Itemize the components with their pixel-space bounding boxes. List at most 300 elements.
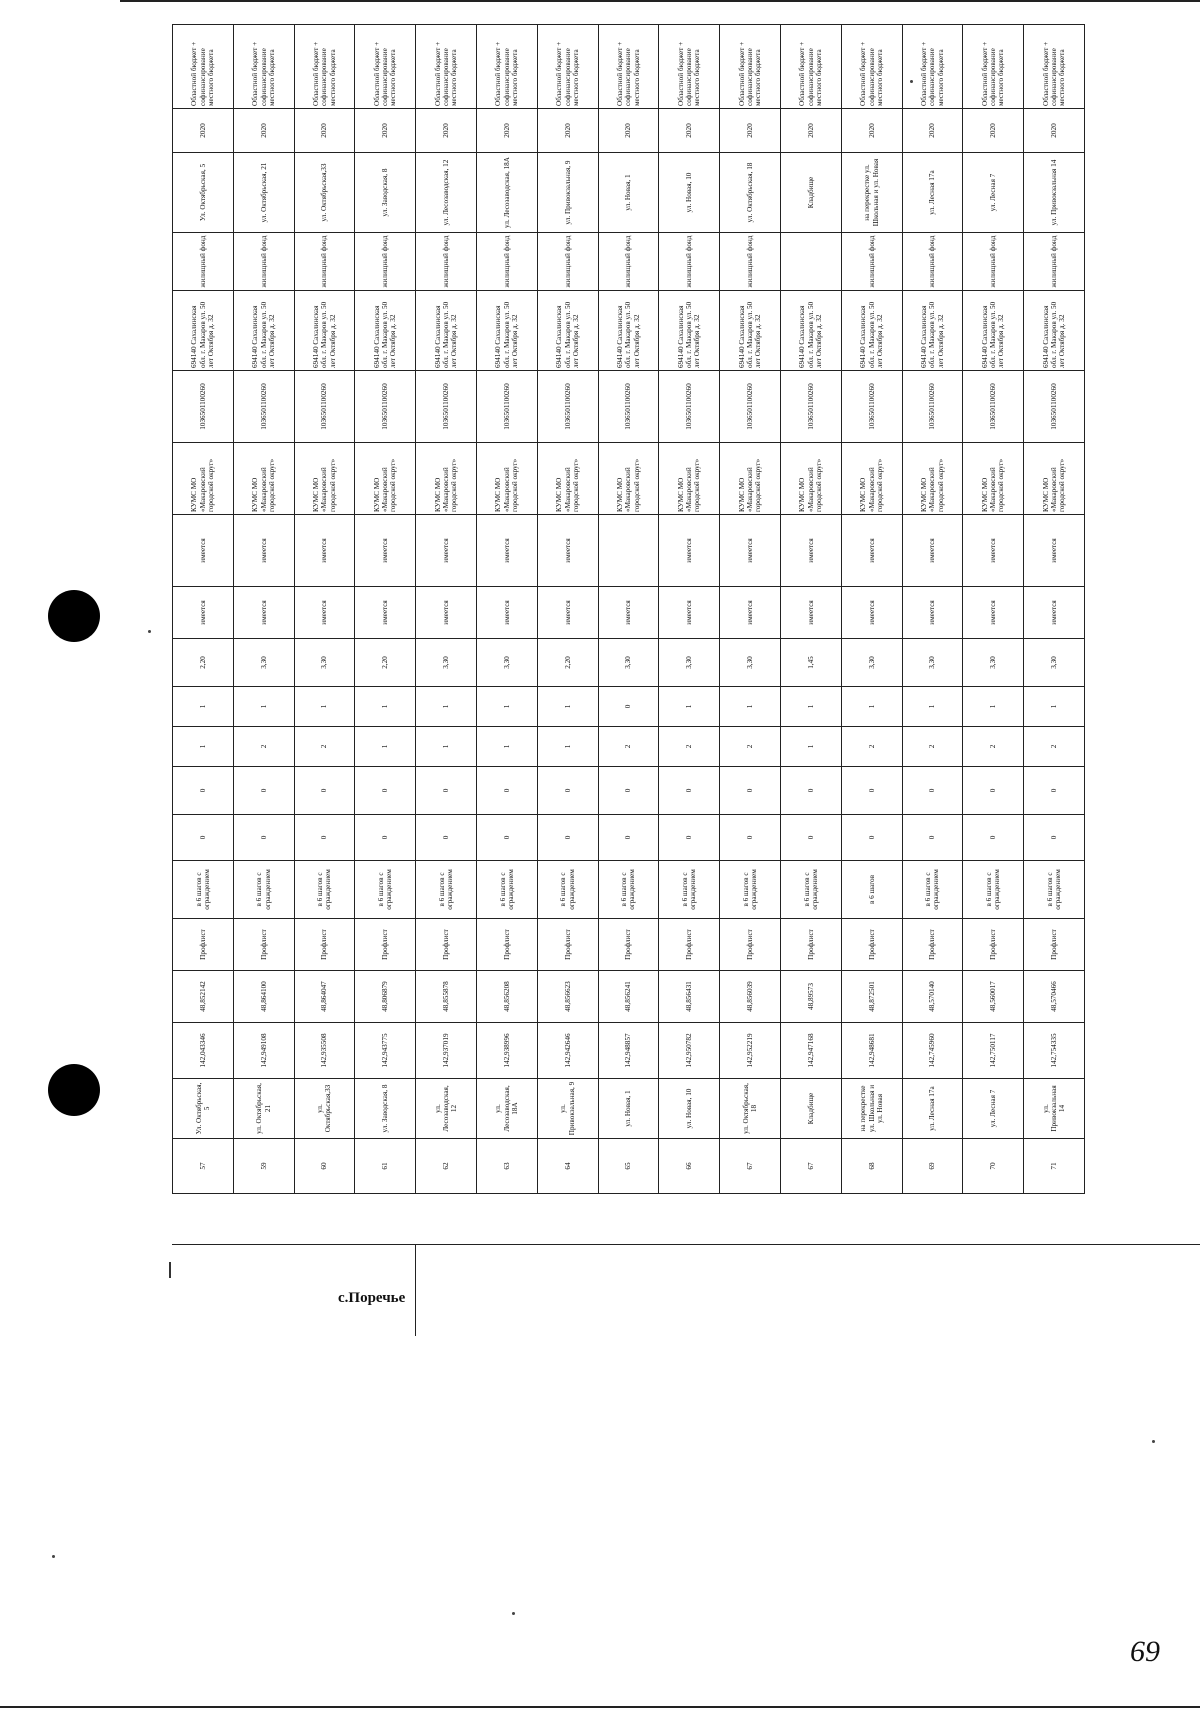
table-cell-address: на перекрестке ул. Школьная и ул. Новая [841, 1079, 902, 1139]
table-cell-n: 70 [963, 1139, 1024, 1194]
table-cell-budget: Областной бюджет + софинансирование местного бюджета [598, 25, 659, 109]
lower-block-top [172, 1244, 1200, 1245]
table-cell-c3: 2 [1024, 727, 1085, 767]
table-cell-addr2: 694140 Сахалинская обл. г. Макаров ул. 50 лет Октября д. 32 [963, 291, 1024, 371]
table-cell-c3: 2 [294, 727, 355, 767]
table-cell-place: ул. Лесозаводская, 18А [476, 153, 537, 233]
table-cell-area: 3,30 [476, 639, 537, 687]
table-cell-lat: 142,948857 [598, 1023, 659, 1079]
table-cell-addr2: 694140 Сахалинская обл. г. Макаров ул. 50 лет Октября д. 32 [476, 291, 537, 371]
table-cell-ogrn: 1036501100260 [233, 371, 294, 443]
table-cell-f2: имеется [1024, 515, 1085, 587]
table-cell-lon: 48,856208 [476, 971, 537, 1023]
table-cell-n: 59 [233, 1139, 294, 1194]
lower-divider [415, 1244, 416, 1336]
table-cell-area: 2,20 [537, 639, 598, 687]
table-cell-ogrn: 1036501100260 [598, 371, 659, 443]
table-cell-area: 3,30 [963, 639, 1024, 687]
table-cell-address: Кладбище [780, 1079, 841, 1139]
table-cell-addr2: 694140 Сахалинская обл. г. Макаров ул. 50 лет Октября д. 32 [659, 291, 720, 371]
table-cell-c1: 0 [720, 815, 781, 861]
table-cell-area: 2,20 [355, 639, 416, 687]
table-cell-address: ул. Октябрьская,33 [294, 1079, 355, 1139]
table-cell-cover: Профлист [902, 919, 963, 971]
table-cell-note: в 6 шагов с ограждением [294, 861, 355, 919]
table-cell-addr2: 694140 Сахалинская обл. г. Макаров ул. 50 лет Октября д. 32 [902, 291, 963, 371]
table-cell-n: 64 [537, 1139, 598, 1194]
table-cell-c4: 1 [173, 687, 234, 727]
table-cell-f2: имеется [963, 515, 1024, 587]
top-scan-edge [120, 0, 1200, 2]
table-cell-owner: КУМС МО «Макаровский городской округ» [355, 443, 416, 515]
table-cell-n: 65 [598, 1139, 659, 1194]
table-cell-lat: 142,949108 [233, 1023, 294, 1079]
table-row [173, 25, 234, 1194]
table-cell-n: 61 [355, 1139, 416, 1194]
table-cell-src: жилищный фонд [233, 233, 294, 291]
table-cell-n: 69 [902, 1139, 963, 1194]
table-cell-lon: 48,856039 [720, 971, 781, 1023]
table-cell-cover: Профлист [294, 919, 355, 971]
table-cell-owner: КУМС МО «Макаровский городской округ» [173, 443, 234, 515]
settlement-label: с.Поречье [338, 1290, 406, 1306]
table-row [780, 25, 841, 1194]
table-cell-note: в 6 шагов с ограждением [902, 861, 963, 919]
table-cell-address: ул. Октябрьская, 18 [720, 1079, 781, 1139]
table-cell-c2: 0 [173, 767, 234, 815]
table-cell-budget: Областной бюджет + софинансирование местного бюджета [902, 25, 963, 109]
table-cell-note: в 6 шагов с ограждением [233, 861, 294, 919]
table-cell-budget: Областной бюджет + софинансирование местного бюджета [233, 25, 294, 109]
table-cell-c1: 0 [902, 815, 963, 861]
table-cell-c4: 1 [780, 687, 841, 727]
table-row [476, 25, 537, 1194]
table-cell-f2: имеется [902, 515, 963, 587]
table-cell-f2: имеется [841, 515, 902, 587]
table-cell-budget: Областной бюджет + софинансирование местного бюджета [659, 25, 720, 109]
table-cell-c2: 0 [416, 767, 477, 815]
table-cell-note: в 6 шагов с ограждением [537, 861, 598, 919]
table-cell-lon: 48,570140 [902, 971, 963, 1023]
table-cell-cover: Профлист [416, 919, 477, 971]
table-cell-c2: 0 [476, 767, 537, 815]
table-cell-f1: имеется [355, 587, 416, 639]
table-cell-c4: 1 [416, 687, 477, 727]
table-cell-note: в 6 шагов с ограждением [780, 861, 841, 919]
table-cell-owner: КУМС МО «Макаровский городской округ» [294, 443, 355, 515]
table-cell-f2: имеется [537, 515, 598, 587]
table-cell-ogrn: 1036501100260 [476, 371, 537, 443]
table-cell-lon: 48,855878 [416, 971, 477, 1023]
scan-speck [1152, 1440, 1155, 1443]
table-cell-lat: 142,947168 [780, 1023, 841, 1079]
table-cell-address: ул. Привокзальная, 9 [537, 1079, 598, 1139]
table-row [294, 25, 355, 1194]
table-cell-lon: 48,856241 [598, 971, 659, 1023]
table-cell-c2: 0 [780, 767, 841, 815]
table-cell-c4: 1 [902, 687, 963, 727]
table-cell-f1: имеется [294, 587, 355, 639]
table-cell-year: 2020 [173, 109, 234, 153]
table-cell-ogrn: 1036501100260 [537, 371, 598, 443]
table-cell-lat: 142,943775 [355, 1023, 416, 1079]
table-cell-owner: КУМС МО «Макаровский городской округ» [1024, 443, 1085, 515]
table-cell-f1: имеется [173, 587, 234, 639]
table-cell-lon: 48,864100 [233, 971, 294, 1023]
table-cell-budget: Областной бюджет + софинансирование местного бюджета [416, 25, 477, 109]
table-cell-f2: имеется [355, 515, 416, 587]
table-cell-place: на перекрестке ул. Школьная и ул. Новая [841, 153, 902, 233]
table-cell-area: 3,30 [294, 639, 355, 687]
table-cell-area: 3,30 [1024, 639, 1085, 687]
table-cell-lat: 142,942646 [537, 1023, 598, 1079]
table-cell-lon: 48,560017 [963, 971, 1024, 1023]
table-cell-c1: 0 [355, 815, 416, 861]
table-cell-owner: КУМС МО «Макаровский городской округ» [537, 443, 598, 515]
table-cell-addr2: 694140 Сахалинская обл. г. Макаров ул. 50 лет Октября д. 32 [1024, 291, 1085, 371]
table-cell-c1: 0 [173, 815, 234, 861]
table-cell-budget: Областной бюджет + софинансирование местного бюджета [294, 25, 355, 109]
table-cell-c3: 1 [780, 727, 841, 767]
table-cell-c4: 1 [1024, 687, 1085, 727]
table-cell-area: 3,30 [598, 639, 659, 687]
table-cell-c2: 0 [841, 767, 902, 815]
table-cell-cover: Профлист [659, 919, 720, 971]
table-cell-note: в 6 шагов с ограждением [355, 861, 416, 919]
table-cell-n: 62 [416, 1139, 477, 1194]
table-cell-lon: 48,856431 [659, 971, 720, 1023]
table-cell-lon: 48,570466 [1024, 971, 1085, 1023]
table-cell-place: Кладбище [780, 153, 841, 233]
table-cell-address: ул. Привокзальная 14 [1024, 1079, 1085, 1139]
table-cell-f1: имеется [1024, 587, 1085, 639]
table-cell-src: жилищный фонд [294, 233, 355, 291]
table-cell-budget: Областной бюджет + софинансирование местного бюджета [841, 25, 902, 109]
table-cell-c3: 2 [598, 727, 659, 767]
table-cell-place: ул. Октябрьская, 18 [720, 153, 781, 233]
table-cell-src [780, 233, 841, 291]
table-cell-lat: 142,938996 [476, 1023, 537, 1079]
table-cell-c4: 0 [598, 687, 659, 727]
table-cell-addr2: 694140 Сахалинская обл. г. Макаров ул. 50 лет Октября д. 32 [598, 291, 659, 371]
table-cell-c4: 1 [963, 687, 1024, 727]
table-cell-n: 68 [841, 1139, 902, 1194]
table-cell-cover: Профлист [963, 919, 1024, 971]
table-cell-lat: 142,950782 [659, 1023, 720, 1079]
table-cell-note: в 6 шагов с ограждением [720, 861, 781, 919]
table-cell-c1: 0 [841, 815, 902, 861]
table-cell-budget: Областной бюджет + софинансирование местного бюджета [537, 25, 598, 109]
table-cell-ogrn: 1036501100260 [1024, 371, 1085, 443]
table-cell-cover: Профлист [173, 919, 234, 971]
table-cell-ogrn: 1036501100260 [963, 371, 1024, 443]
table-cell-cover: Профлист [841, 919, 902, 971]
table-cell-c4: 1 [720, 687, 781, 727]
table-cell-addr2: 694140 Сахалинская обл. г. Макаров ул. 50 лет Октября д. 32 [355, 291, 416, 371]
table-cell-lon: 48,864047 [294, 971, 355, 1023]
table-cell-owner: КУМС МО «Макаровский городской округ» [963, 443, 1024, 515]
table-cell-area: 3,30 [841, 639, 902, 687]
table-cell-c1: 0 [598, 815, 659, 861]
table-cell-c1: 0 [416, 815, 477, 861]
table-cell-c1: 0 [476, 815, 537, 861]
table-cell-src: жилищный фонд [720, 233, 781, 291]
table-cell-src: жилищный фонд [659, 233, 720, 291]
table-cell-lon: 48,872501 [841, 971, 902, 1023]
table-row [963, 25, 1024, 1194]
table-cell-f2: имеется [780, 515, 841, 587]
table-cell-n: 71 [1024, 1139, 1085, 1194]
table-cell-c4: 1 [537, 687, 598, 727]
table-cell-f1: имеется [963, 587, 1024, 639]
table-cell-n: 63 [476, 1139, 537, 1194]
table-cell-cover: Профлист [476, 919, 537, 971]
table-cell-year: 2020 [355, 109, 416, 153]
table-cell-c1: 0 [537, 815, 598, 861]
table-cell-c3: 1 [355, 727, 416, 767]
table-cell-c2: 0 [233, 767, 294, 815]
table-cell-n: 67 [780, 1139, 841, 1194]
table-cell-ogrn: 1036501100260 [173, 371, 234, 443]
table-cell-src: жилищный фонд [416, 233, 477, 291]
table-cell-f1: имеется [780, 587, 841, 639]
table-cell-area: 3,30 [659, 639, 720, 687]
table-cell-ogrn: 1036501100260 [841, 371, 902, 443]
table-cell-c1: 0 [780, 815, 841, 861]
table-cell-c4: 1 [355, 687, 416, 727]
table-cell-year: 2020 [902, 109, 963, 153]
table-cell-place: ул. Новая, 10 [659, 153, 720, 233]
table-row [659, 25, 720, 1194]
table-cell-budget: Областной бюджет + софинансирование местного бюджета [1024, 25, 1085, 109]
table-cell-src: жилищный фонд [173, 233, 234, 291]
table-cell-ogrn: 1036501100260 [416, 371, 477, 443]
table-cell-year: 2020 [720, 109, 781, 153]
table-cell-f2: имеется [173, 515, 234, 587]
table-cell-c3: 2 [659, 727, 720, 767]
table-cell-c4: 1 [294, 687, 355, 727]
table-cell-address: ул. Лесная 7 [963, 1079, 1024, 1139]
table-cell-c1: 0 [659, 815, 720, 861]
table-cell-c3: 1 [537, 727, 598, 767]
scan-speck [148, 630, 151, 633]
table-cell-f2: имеется [416, 515, 477, 587]
table-cell-src: жилищный фонд [476, 233, 537, 291]
table-cell-c4: 1 [659, 687, 720, 727]
table-cell-f2: имеется [659, 515, 720, 587]
table-cell-area: 2,20 [173, 639, 234, 687]
table-cell-place: ул. Октябрьская,33 [294, 153, 355, 233]
table-cell-c2: 0 [294, 767, 355, 815]
table-cell-lat: 142,935508 [294, 1023, 355, 1079]
table-cell-c3: 2 [841, 727, 902, 767]
table-cell-lat: 142,750117 [963, 1023, 1024, 1079]
table-cell-address: Ул. Октябрьская, 5 [173, 1079, 234, 1139]
bottom-scan-edge [0, 1706, 1200, 1708]
table-row [720, 25, 781, 1194]
table-row [841, 25, 902, 1194]
table-cell-year: 2020 [598, 109, 659, 153]
table-cell-budget: Областной бюджет + софинансирование местного бюджета [720, 25, 781, 109]
table-cell-ogrn: 1036501100260 [355, 371, 416, 443]
table-cell-place: ул. Лесозаводская, 12 [416, 153, 477, 233]
table-row [598, 25, 659, 1194]
table-cell-place: ул. Привокзальная, 9 [537, 153, 598, 233]
table-cell-owner: КУМС МО «Макаровский городской округ» [841, 443, 902, 515]
table-cell-lat: 142,754335 [1024, 1023, 1085, 1079]
table-cell-src: жилищный фонд [598, 233, 659, 291]
table-cell-year: 2020 [780, 109, 841, 153]
table-cell-src: жилищный фонд [1024, 233, 1085, 291]
table-cell-c3: 2 [720, 727, 781, 767]
table-cell-f2: имеется [720, 515, 781, 587]
table-cell-owner: КУМС МО «Макаровский городской округ» [659, 443, 720, 515]
table-cell-lon: 48,806879 [355, 971, 416, 1023]
table-cell-area: 1,45 [780, 639, 841, 687]
table-cell-note: в 6 шагов с ограждением [416, 861, 477, 919]
table-cell-src: жилищный фонд [902, 233, 963, 291]
table-cell-c4: 1 [233, 687, 294, 727]
table-cell-note: в 6 шагов с ограждением [1024, 861, 1085, 919]
table-cell-cover: Профлист [598, 919, 659, 971]
table-cell-src: жилищный фонд [841, 233, 902, 291]
table-cell-lon: 48,856623 [537, 971, 598, 1023]
table-cell-ogrn: 1036501100260 [780, 371, 841, 443]
table-cell-c2: 0 [720, 767, 781, 815]
table-cell-ogrn: 1036501100260 [294, 371, 355, 443]
table-cell-area: 3,30 [720, 639, 781, 687]
table-cell-lat: 142,043346 [173, 1023, 234, 1079]
punch-hole-top [48, 590, 100, 642]
table-cell-ogrn: 1036501100260 [720, 371, 781, 443]
table-cell-c2: 0 [598, 767, 659, 815]
table-cell-cover: Профлист [355, 919, 416, 971]
table-cell-cover: Профлист [780, 919, 841, 971]
table-cell-f2: имеется [294, 515, 355, 587]
table-cell-budget: Областной бюджет + софинансирование местного бюджета [476, 25, 537, 109]
table-cell-place: ул. Заводская, 8 [355, 153, 416, 233]
table-cell-note: в 6 шагов с ограждением [598, 861, 659, 919]
table-cell-year: 2020 [1024, 109, 1085, 153]
table-cell-owner: КУМС МО «Макаровский городской округ» [476, 443, 537, 515]
table-cell-note: в 6 шагов с ограждением [173, 861, 234, 919]
table-cell-c2: 0 [963, 767, 1024, 815]
table-cell-place: ул. Привокзальная 14 [1024, 153, 1085, 233]
table-cell-year: 2020 [537, 109, 598, 153]
table-cell-src: жилищный фонд [963, 233, 1024, 291]
table-cell-year: 2020 [963, 109, 1024, 153]
table-cell-address: ул. Новая, 1 [598, 1079, 659, 1139]
table-cell-place: ул. Лесная 7 [963, 153, 1024, 233]
table-cell-area: 3,30 [416, 639, 477, 687]
table-cell-addr2: 694140 Сахалинская обл. г. Макаров ул. 50 лет Октября д. 32 [780, 291, 841, 371]
table-cell-owner: КУМС МО «Макаровский городской округ» [416, 443, 477, 515]
table-cell-year: 2020 [294, 109, 355, 153]
table-cell-note: в 6 шагов с ограждением [963, 861, 1024, 919]
table-cell-cover: Профлист [233, 919, 294, 971]
table-cell-f1: имеется [476, 587, 537, 639]
table-row [355, 25, 416, 1194]
table-row [1024, 25, 1085, 1194]
table-cell-c1: 0 [294, 815, 355, 861]
table-cell-owner: КУМС МО «Макаровский городской округ» [780, 443, 841, 515]
table-cell-c1: 0 [963, 815, 1024, 861]
table-cell-place: ул. Октябрьская, 21 [233, 153, 294, 233]
table-cell-ogrn: 1036501100260 [659, 371, 720, 443]
table-cell-c4: 1 [476, 687, 537, 727]
table-cell-address: ул. Лесозаводская, 18А [476, 1079, 537, 1139]
table-cell-c3: 2 [902, 727, 963, 767]
register-table [172, 24, 1085, 1194]
table-cell-budget: Областной бюджет + софинансирование местного бюджета [173, 25, 234, 109]
table-cell-c3: 1 [476, 727, 537, 767]
table-cell-f2: имеется [233, 515, 294, 587]
table-cell-addr2: 694140 Сахалинская обл. г. Макаров ул. 50 лет Октября д. 32 [841, 291, 902, 371]
table-cell-addr2: 694140 Сахалинская обл. г. Макаров ул. 50 лет Октября д. 32 [173, 291, 234, 371]
table-cell-n: 66 [659, 1139, 720, 1194]
table-row [233, 25, 294, 1194]
table-cell-year: 2020 [416, 109, 477, 153]
table-cell-f1: имеется [233, 587, 294, 639]
table-cell-lat: 142,937019 [416, 1023, 477, 1079]
table-cell-owner: КУМС МО «Макаровский городской округ» [902, 443, 963, 515]
table-cell-f2 [598, 515, 659, 587]
table-cell-addr2: 694140 Сахалинская обл. г. Макаров ул. 50 лет Октября д. 32 [416, 291, 477, 371]
table-cell-c2: 0 [1024, 767, 1085, 815]
table-cell-c1: 0 [1024, 815, 1085, 861]
table-cell-place: ул. Новая, 1 [598, 153, 659, 233]
table-cell-budget: Областной бюджет + софинансирование местного бюджета [780, 25, 841, 109]
table-cell-cover: Профлист [537, 919, 598, 971]
table-cell-f1: имеется [537, 587, 598, 639]
table-cell-cover: Профлист [720, 919, 781, 971]
table-cell-c2: 0 [537, 767, 598, 815]
margin-mark [169, 1262, 171, 1278]
table-cell-src: жилищный фонд [537, 233, 598, 291]
table-cell-cover: Профлист [1024, 919, 1085, 971]
table-cell-address: ул. Заводская, 8 [355, 1079, 416, 1139]
table-cell-note: в 6 шагов с ограждением [476, 861, 537, 919]
table-cell-area: 3,30 [233, 639, 294, 687]
table-cell-n: 60 [294, 1139, 355, 1194]
table-cell-c2: 0 [355, 767, 416, 815]
table-cell-c3: 2 [233, 727, 294, 767]
table-cell-c1: 0 [233, 815, 294, 861]
table-cell-addr2: 694140 Сахалинская обл. г. Макаров ул. 50 лет Октября д. 32 [233, 291, 294, 371]
table-cell-c3: 1 [416, 727, 477, 767]
table-row [537, 25, 598, 1194]
table-cell-note: в 6 шагов [841, 861, 902, 919]
table-cell-c2: 0 [902, 767, 963, 815]
table-cell-c2: 0 [659, 767, 720, 815]
table-cell-c4: 1 [841, 687, 902, 727]
table-cell-addr2: 694140 Сахалинская обл. г. Макаров ул. 50 лет Октября д. 32 [537, 291, 598, 371]
table-cell-f1: имеется [720, 587, 781, 639]
table-cell-n: 67 [720, 1139, 781, 1194]
table-cell-ogrn: 1036501100260 [902, 371, 963, 443]
table-row [416, 25, 477, 1194]
table-cell-address: ул. Лесозаводская, 12 [416, 1079, 477, 1139]
table-cell-note: в 6 шагов с ограждением [659, 861, 720, 919]
table-cell-lat: 142,952219 [720, 1023, 781, 1079]
table-cell-lat: 142,745960 [902, 1023, 963, 1079]
table-cell-c3: 2 [963, 727, 1024, 767]
table-cell-budget: Областной бюджет + софинансирование местного бюджета [355, 25, 416, 109]
table-cell-f1: имеется [841, 587, 902, 639]
table-cell-c3: 1 [173, 727, 234, 767]
table-cell-area: 3,30 [902, 639, 963, 687]
table-cell-year: 2020 [659, 109, 720, 153]
